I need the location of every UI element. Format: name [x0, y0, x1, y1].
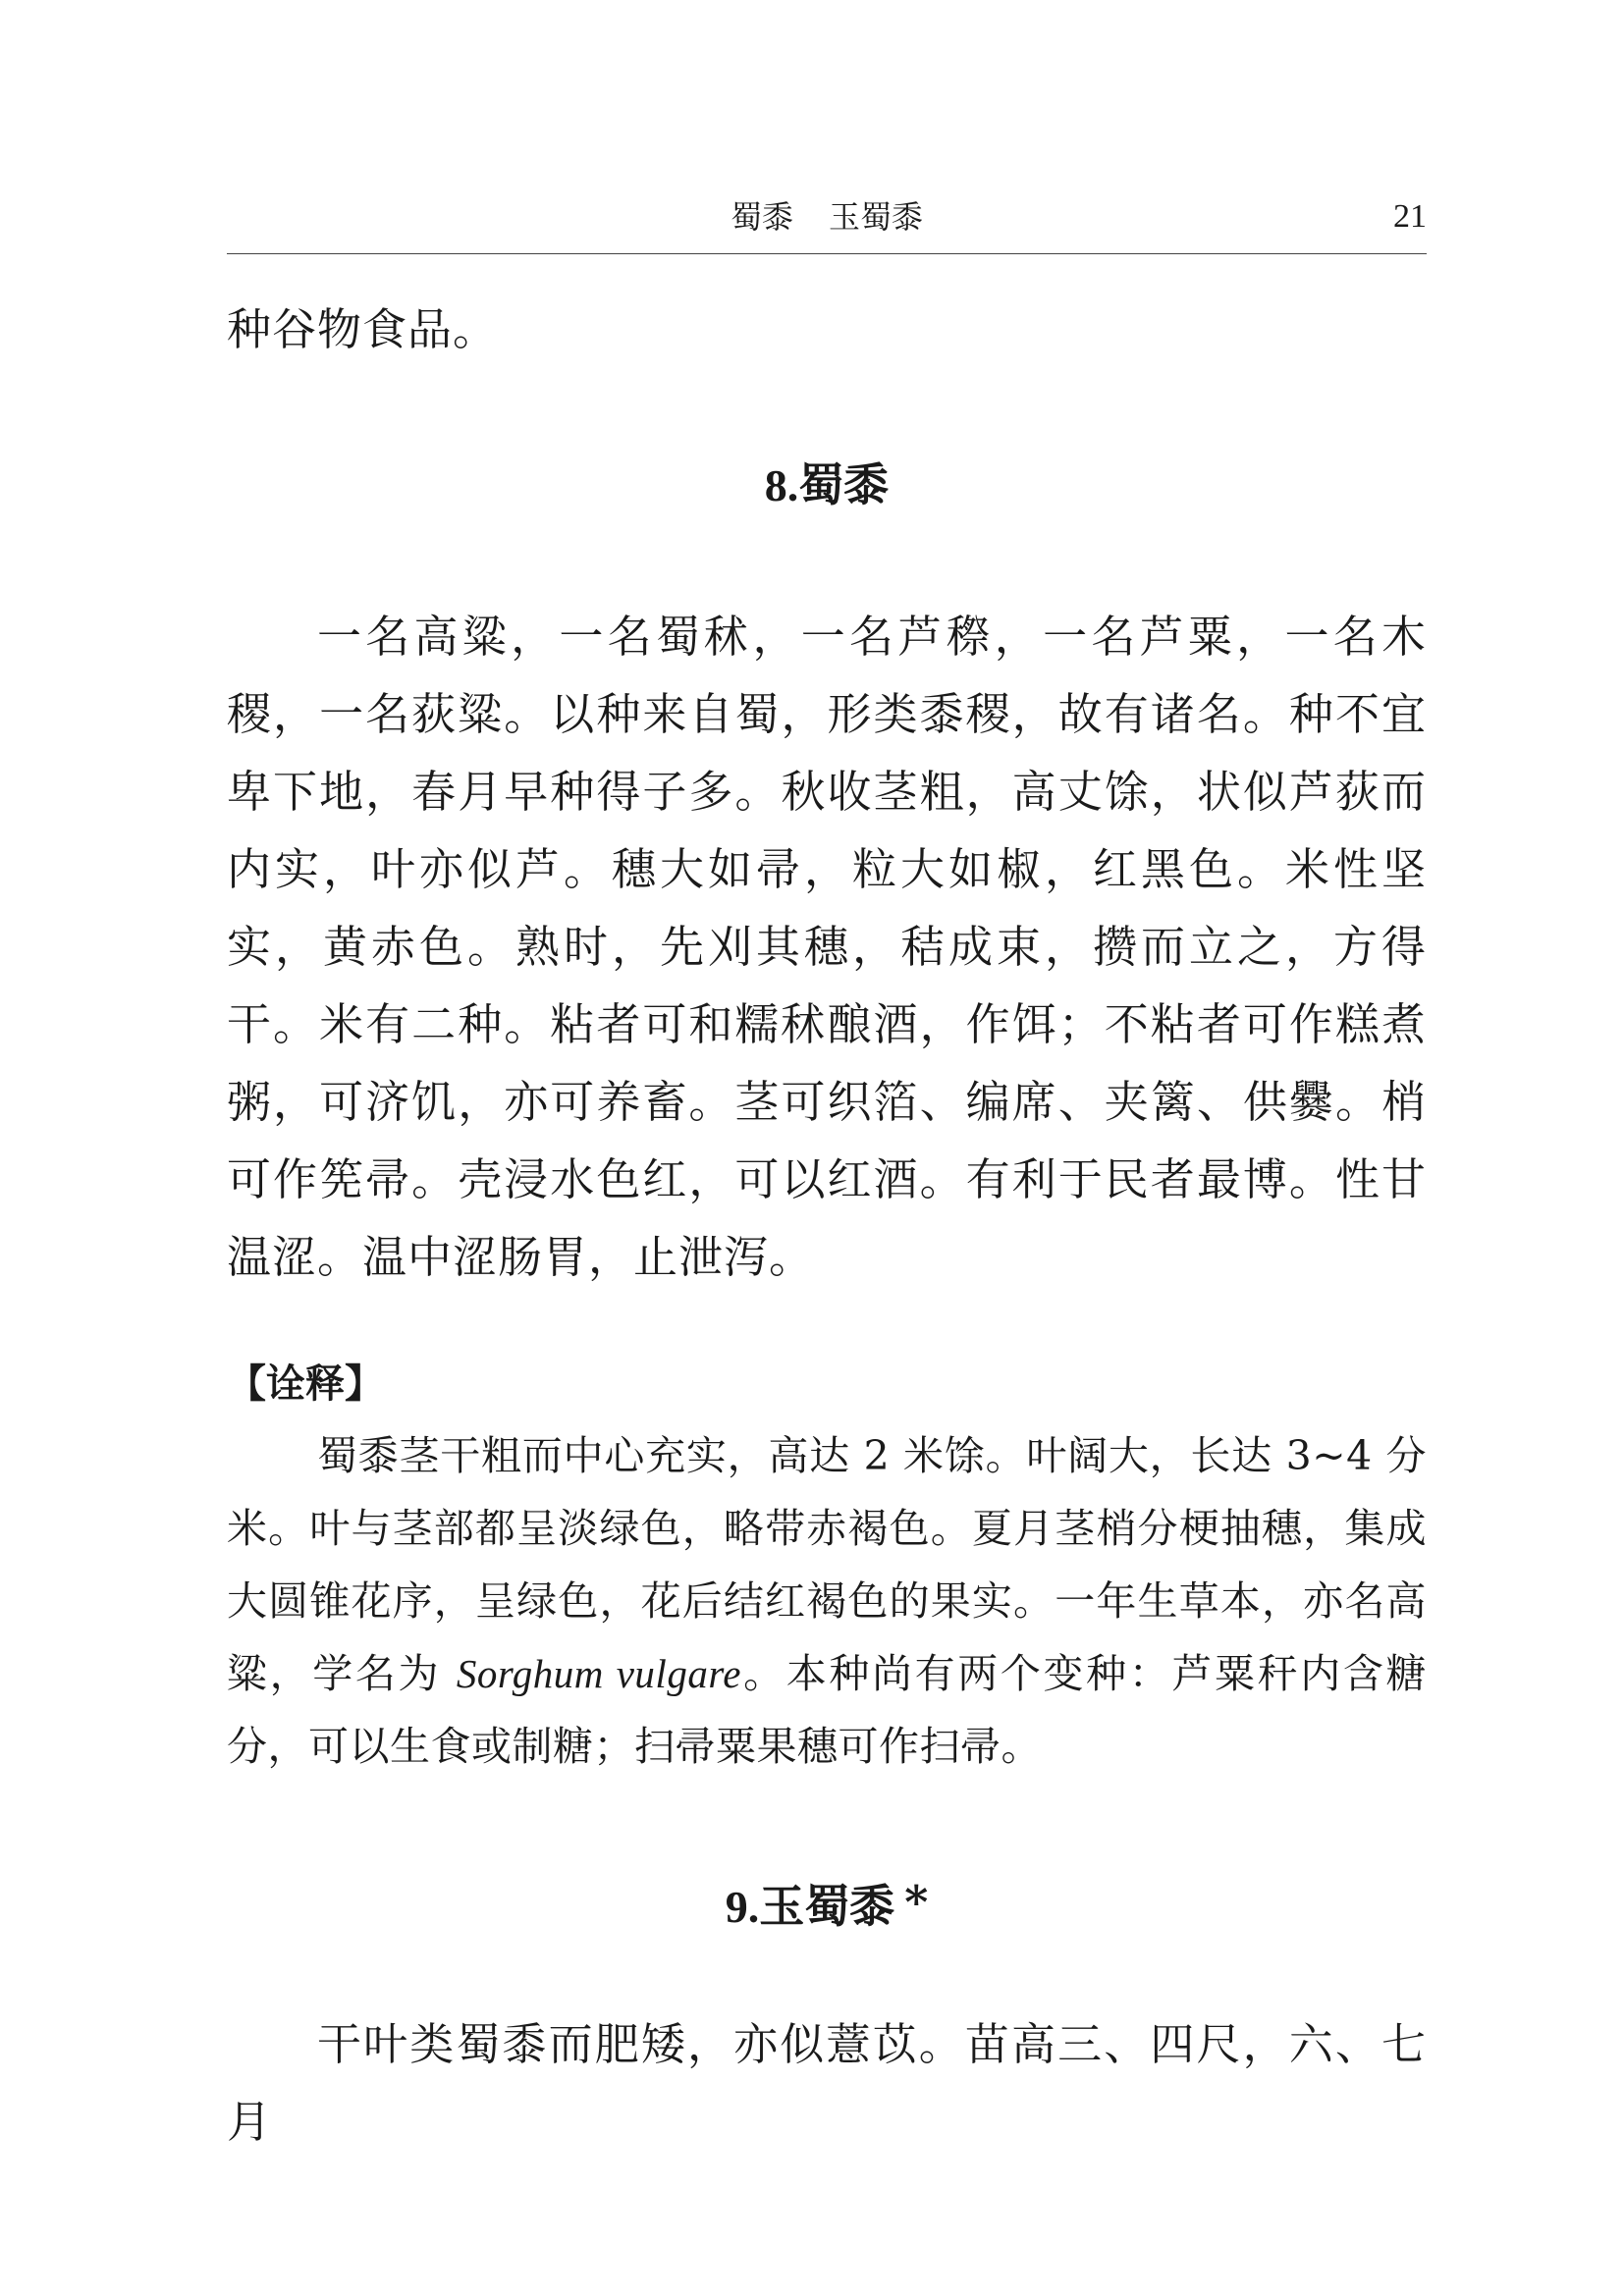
annotation-text: 蜀黍茎干粗而中心充实，高达 2 米馀。叶阔大，长达 3~4 分米。叶与茎部都呈淡绿色，略带赤褐色。夏月茎梢分梗抽穗，集成大圆锥花序，呈绿色，花后结红褐色的果实。一年生草本，亦名高粱，学名为 — [227, 1432, 1427, 1697]
section-paragraph: 干叶类蜀黍而肥矮，亦似薏苡。苗高三、四尺，六、七月 — [227, 2018, 1427, 2148]
section-title: 蜀黍 — [798, 458, 890, 511]
running-title-part1: 蜀黍 — [730, 198, 793, 236]
section-heading-8 — [227, 454, 1427, 517]
annotation-label: 【诠释】 — [227, 1362, 384, 1407]
page-number: 21 — [1393, 198, 1427, 235]
carryover-paragraph: 种谷物食品。 — [227, 303, 499, 355]
section-heading-9 — [227, 1871, 1427, 1939]
running-title — [227, 192, 1427, 241]
running-title-part2: 玉蜀黍 — [829, 198, 924, 236]
header-rule — [227, 253, 1427, 254]
latin-name: Sorghum vulgare — [456, 1651, 741, 1696]
section-paragraph: 一名高粱，一名蜀秫，一名芦穄，一名芦粟，一名木稷，一名荻粱。以种来自蜀，形类黍稷，故有诸名。种不宜卑下地，春月早种得子多。秋收茎粗，高丈馀，状似芦荻而内实，叶亦似芦。穗大如帚，粒大如椒，红黑色。米性坚实，黄赤色。熟时，先刈其穗，秸成束，攒而立之，方得干。米有二种。粘者可和糯秫酿酒，作饵；不粘者可作糕煮粥，可济饥，亦可养畜。茎可织箔、编席、夹篱、供爨。梢可作筅帚。壳浸水色红，可以红酒。有利于民者最博。性甘温涩。温中涩肠胃，止泄泻。 — [227, 611, 1427, 1283]
running-header — [227, 192, 1427, 241]
footnote-asterisk: * — [904, 1876, 929, 1929]
section-number: 9. — [725, 1882, 760, 1932]
section-number: 8. — [764, 460, 799, 510]
annotation-text-end: 。本种尚有两个变种：芦粟秆内含糖分，可以生食或制糖；扫帚粟果穗可作扫帚。 — [227, 1650, 1428, 1770]
annotation-paragraph — [227, 1419, 1427, 1783]
section-title: 玉蜀黍 — [759, 1880, 895, 1933]
book-page — [227, 0, 1427, 2296]
